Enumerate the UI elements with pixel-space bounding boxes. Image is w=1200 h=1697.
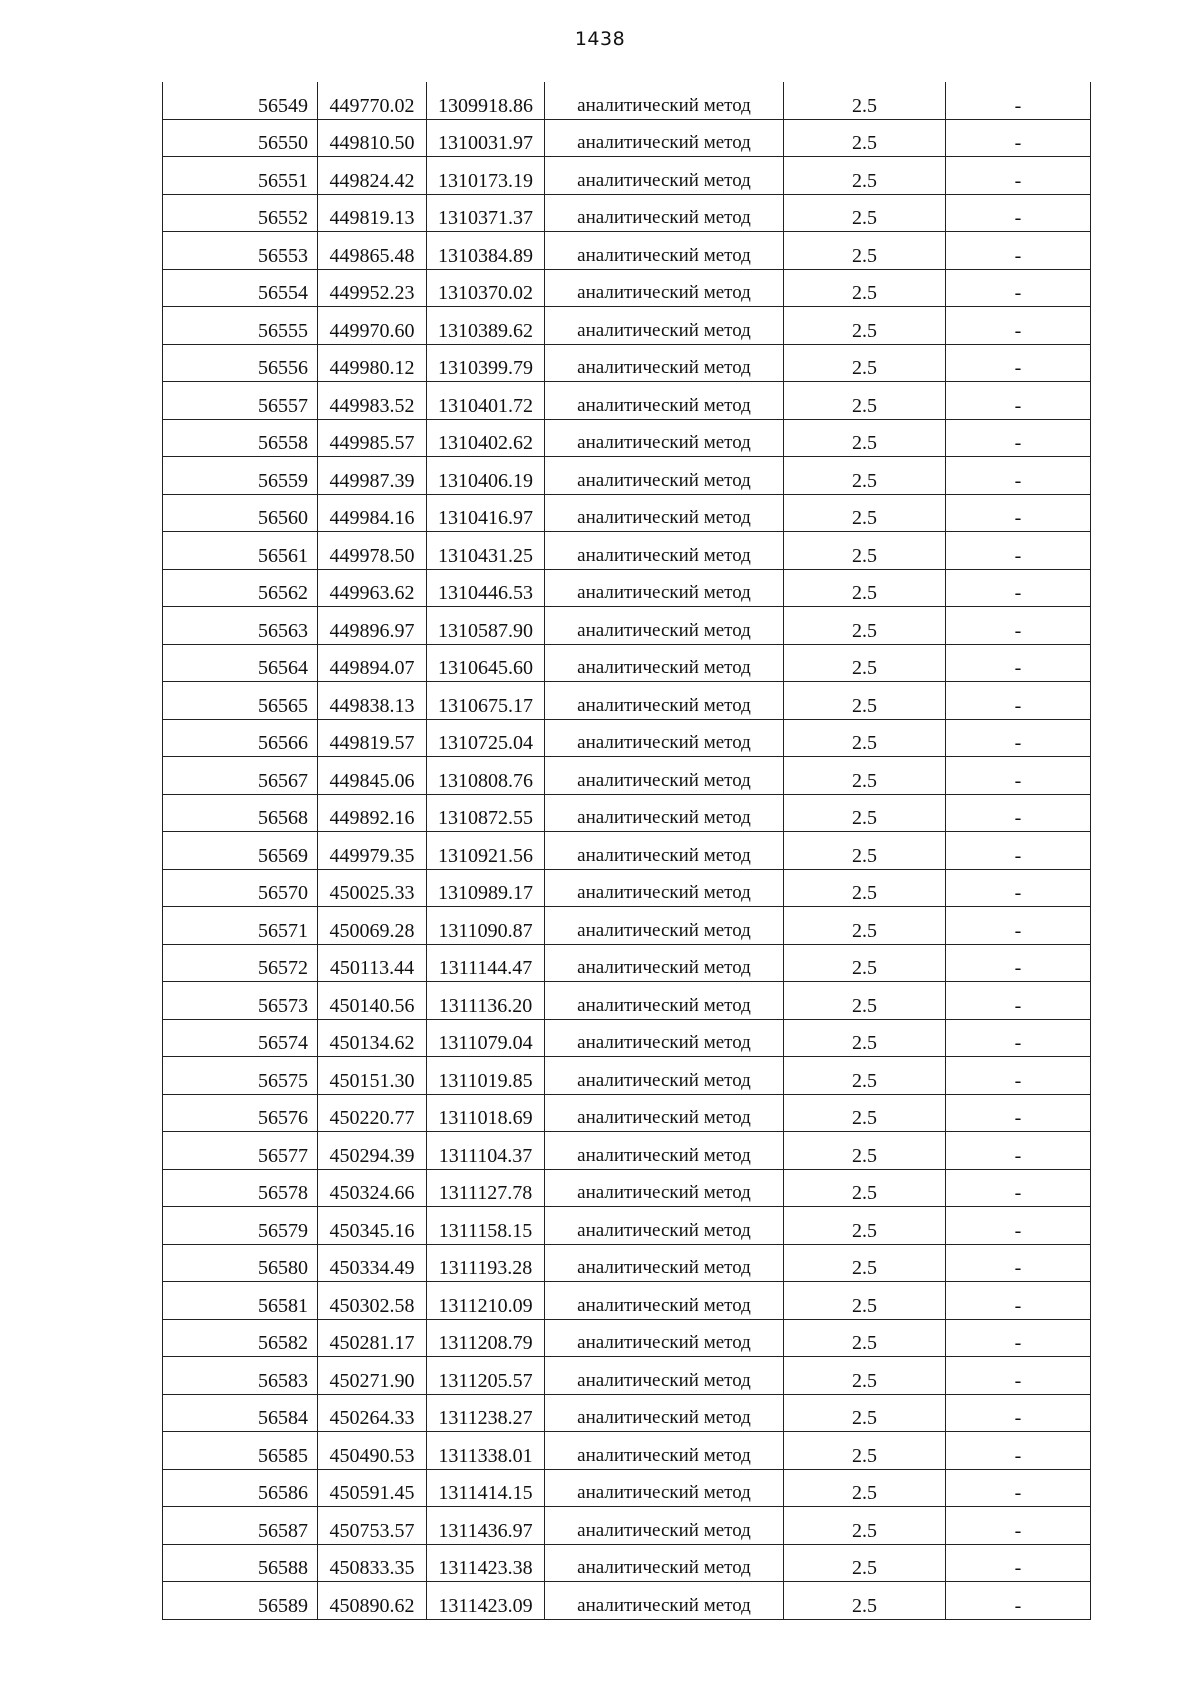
table-row (163, 232, 1091, 270)
accuracy-cell: 2.5 (784, 982, 946, 1020)
x-coordinate-cell: 449824.42 (318, 157, 427, 195)
note-cell: - (946, 982, 1091, 1020)
accuracy-cell: 2.5 (784, 457, 946, 495)
y-coordinate-cell: 1310587.90 (427, 607, 545, 645)
accuracy-cell: 2.5 (784, 1244, 946, 1282)
y-coordinate-cell: 1311208.79 (427, 1319, 545, 1357)
table-row (163, 532, 1091, 570)
table-row (163, 757, 1091, 795)
x-coordinate-cell: 450220.77 (318, 1094, 427, 1132)
accuracy-cell: 2.5 (784, 569, 946, 607)
point-number-cell: 56567 (163, 757, 318, 795)
table-row (163, 1357, 1091, 1395)
table-row (163, 1057, 1091, 1095)
table-row (163, 307, 1091, 345)
note-cell: - (946, 232, 1091, 270)
method-cell: аналитический метод (545, 269, 784, 307)
note-cell: - (946, 157, 1091, 195)
note-cell: - (946, 1357, 1091, 1395)
table-row (163, 119, 1091, 157)
note-cell: - (946, 869, 1091, 907)
table-row (163, 419, 1091, 457)
table-row (163, 1319, 1091, 1357)
x-coordinate-cell: 449770.02 (318, 82, 427, 119)
note-cell: - (946, 194, 1091, 232)
method-cell: аналитический метод (545, 719, 784, 757)
note-cell: - (946, 1057, 1091, 1095)
accuracy-cell: 2.5 (784, 194, 946, 232)
point-number-cell: 56587 (163, 1507, 318, 1545)
point-number-cell: 56586 (163, 1469, 318, 1507)
method-cell: аналитический метод (545, 1432, 784, 1470)
x-coordinate-cell: 449892.16 (318, 794, 427, 832)
method-cell: аналитический метод (545, 682, 784, 720)
y-coordinate-cell: 1310808.76 (427, 757, 545, 795)
point-number-cell: 56570 (163, 869, 318, 907)
x-coordinate-cell: 450890.62 (318, 1582, 427, 1620)
y-coordinate-cell: 1311414.15 (427, 1469, 545, 1507)
note-cell: - (946, 907, 1091, 945)
x-coordinate-cell: 449970.60 (318, 307, 427, 345)
point-number-cell: 56568 (163, 794, 318, 832)
note-cell: - (946, 494, 1091, 532)
point-number-cell: 56555 (163, 307, 318, 345)
x-coordinate-cell: 449819.57 (318, 719, 427, 757)
method-cell: аналитический метод (545, 1469, 784, 1507)
note-cell: - (946, 119, 1091, 157)
table-row (163, 457, 1091, 495)
table-row (163, 682, 1091, 720)
table-row (163, 1394, 1091, 1432)
table-row (163, 944, 1091, 982)
point-number-cell: 56573 (163, 982, 318, 1020)
point-number-cell: 56560 (163, 494, 318, 532)
method-cell: аналитический метод (545, 569, 784, 607)
y-coordinate-cell: 1311423.09 (427, 1582, 545, 1620)
method-cell: аналитический метод (545, 1169, 784, 1207)
method-cell: аналитический метод (545, 794, 784, 832)
method-cell: аналитический метод (545, 869, 784, 907)
accuracy-cell: 2.5 (784, 719, 946, 757)
method-cell: аналитический метод (545, 232, 784, 270)
note-cell: - (946, 1282, 1091, 1320)
y-coordinate-cell: 1311210.09 (427, 1282, 545, 1320)
point-number-cell: 56588 (163, 1544, 318, 1582)
method-cell: аналитический метод (545, 757, 784, 795)
x-coordinate-cell: 450113.44 (318, 944, 427, 982)
point-number-cell: 56565 (163, 682, 318, 720)
point-number-cell: 56552 (163, 194, 318, 232)
table-row (163, 607, 1091, 645)
y-coordinate-cell: 1311079.04 (427, 1019, 545, 1057)
point-number-cell: 56566 (163, 719, 318, 757)
note-cell: - (946, 307, 1091, 345)
method-cell: аналитический метод (545, 307, 784, 345)
note-cell: - (946, 532, 1091, 570)
point-number-cell: 56563 (163, 607, 318, 645)
point-number-cell: 56557 (163, 382, 318, 420)
accuracy-cell: 2.5 (784, 382, 946, 420)
note-cell: - (946, 82, 1091, 119)
table-row (163, 569, 1091, 607)
table-row (163, 794, 1091, 832)
method-cell: аналитический метод (545, 1394, 784, 1432)
point-number-cell: 56561 (163, 532, 318, 570)
accuracy-cell: 2.5 (784, 907, 946, 945)
note-cell: - (946, 382, 1091, 420)
note-cell: - (946, 832, 1091, 870)
x-coordinate-cell: 449984.16 (318, 494, 427, 532)
y-coordinate-cell: 1311193.28 (427, 1244, 545, 1282)
page-number: 1438 (574, 28, 626, 50)
method-cell: аналитический метод (545, 1507, 784, 1545)
accuracy-cell: 2.5 (784, 1282, 946, 1320)
note-cell: - (946, 719, 1091, 757)
note-cell: - (946, 344, 1091, 382)
x-coordinate-cell: 450490.53 (318, 1432, 427, 1470)
note-cell: - (946, 682, 1091, 720)
y-coordinate-cell: 1310446.53 (427, 569, 545, 607)
accuracy-cell: 2.5 (784, 1432, 946, 1470)
x-coordinate-cell: 449963.62 (318, 569, 427, 607)
x-coordinate-cell: 449978.50 (318, 532, 427, 570)
note-cell: - (946, 1507, 1091, 1545)
note-cell: - (946, 1469, 1091, 1507)
point-number-cell: 56562 (163, 569, 318, 607)
y-coordinate-cell: 1311136.20 (427, 982, 545, 1020)
accuracy-cell: 2.5 (784, 1394, 946, 1432)
table-row (163, 494, 1091, 532)
y-coordinate-cell: 1311238.27 (427, 1394, 545, 1432)
table-row (163, 1132, 1091, 1170)
x-coordinate-cell: 450271.90 (318, 1357, 427, 1395)
accuracy-cell: 2.5 (784, 232, 946, 270)
accuracy-cell: 2.5 (784, 344, 946, 382)
accuracy-cell: 2.5 (784, 494, 946, 532)
point-number-cell: 56554 (163, 269, 318, 307)
x-coordinate-cell: 450334.49 (318, 1244, 427, 1282)
table-row (163, 1432, 1091, 1470)
x-coordinate-cell: 450281.17 (318, 1319, 427, 1357)
note-cell: - (946, 1244, 1091, 1282)
table-row (163, 644, 1091, 682)
accuracy-cell: 2.5 (784, 1319, 946, 1357)
point-number-cell: 56556 (163, 344, 318, 382)
table-body (163, 82, 1091, 1619)
accuracy-cell: 2.5 (784, 269, 946, 307)
point-number-cell: 56581 (163, 1282, 318, 1320)
coordinates-table (162, 82, 1091, 1620)
method-cell: аналитический метод (545, 644, 784, 682)
point-number-cell: 56585 (163, 1432, 318, 1470)
method-cell: аналитический метод (545, 457, 784, 495)
table-row (163, 82, 1091, 119)
x-coordinate-cell: 449845.06 (318, 757, 427, 795)
method-cell: аналитический метод (545, 1207, 784, 1245)
x-coordinate-cell: 450833.35 (318, 1544, 427, 1582)
accuracy-cell: 2.5 (784, 1019, 946, 1057)
point-number-cell: 56549 (163, 82, 318, 119)
accuracy-cell: 2.5 (784, 1207, 946, 1245)
point-number-cell: 56572 (163, 944, 318, 982)
accuracy-cell: 2.5 (784, 307, 946, 345)
accuracy-cell: 2.5 (784, 1469, 946, 1507)
table-row (163, 344, 1091, 382)
table-row (163, 157, 1091, 195)
accuracy-cell: 2.5 (784, 1132, 946, 1170)
x-coordinate-cell: 450140.56 (318, 982, 427, 1020)
table-row (163, 1469, 1091, 1507)
method-cell: аналитический метод (545, 82, 784, 119)
method-cell: аналитический метод (545, 1582, 784, 1620)
method-cell: аналитический метод (545, 907, 784, 945)
method-cell: аналитический метод (545, 1282, 784, 1320)
y-coordinate-cell: 1310370.02 (427, 269, 545, 307)
method-cell: аналитический метод (545, 344, 784, 382)
point-number-cell: 56580 (163, 1244, 318, 1282)
y-coordinate-cell: 1310725.04 (427, 719, 545, 757)
x-coordinate-cell: 450134.62 (318, 1019, 427, 1057)
point-number-cell: 56558 (163, 419, 318, 457)
y-coordinate-cell: 1311338.01 (427, 1432, 545, 1470)
method-cell: аналитический метод (545, 1319, 784, 1357)
y-coordinate-cell: 1311090.87 (427, 907, 545, 945)
point-number-cell: 56579 (163, 1207, 318, 1245)
x-coordinate-cell: 450324.66 (318, 1169, 427, 1207)
note-cell: - (946, 1132, 1091, 1170)
method-cell: аналитический метод (545, 1094, 784, 1132)
x-coordinate-cell: 450151.30 (318, 1057, 427, 1095)
method-cell: аналитический метод (545, 194, 784, 232)
accuracy-cell: 2.5 (784, 157, 946, 195)
table-row (163, 719, 1091, 757)
point-number-cell: 56571 (163, 907, 318, 945)
x-coordinate-cell: 450345.16 (318, 1207, 427, 1245)
note-cell: - (946, 269, 1091, 307)
x-coordinate-cell: 450591.45 (318, 1469, 427, 1507)
table-row (163, 1507, 1091, 1545)
accuracy-cell: 2.5 (784, 682, 946, 720)
x-coordinate-cell: 449985.57 (318, 419, 427, 457)
accuracy-cell: 2.5 (784, 1544, 946, 1582)
y-coordinate-cell: 1310173.19 (427, 157, 545, 195)
x-coordinate-cell: 450025.33 (318, 869, 427, 907)
method-cell: аналитический метод (545, 119, 784, 157)
accuracy-cell: 2.5 (784, 532, 946, 570)
point-number-cell: 56550 (163, 119, 318, 157)
point-number-cell: 56553 (163, 232, 318, 270)
method-cell: аналитический метод (545, 532, 784, 570)
method-cell: аналитический метод (545, 982, 784, 1020)
method-cell: аналитический метод (545, 1132, 784, 1170)
table-row (163, 269, 1091, 307)
y-coordinate-cell: 1310416.97 (427, 494, 545, 532)
accuracy-cell: 2.5 (784, 757, 946, 795)
table-row (163, 907, 1091, 945)
y-coordinate-cell: 1311205.57 (427, 1357, 545, 1395)
table-row (163, 382, 1091, 420)
accuracy-cell: 2.5 (784, 1057, 946, 1095)
accuracy-cell: 2.5 (784, 1582, 946, 1620)
table-row (163, 1582, 1091, 1620)
x-coordinate-cell: 450294.39 (318, 1132, 427, 1170)
y-coordinate-cell: 1310399.79 (427, 344, 545, 382)
point-number-cell: 56551 (163, 157, 318, 195)
y-coordinate-cell: 1310921.56 (427, 832, 545, 870)
note-cell: - (946, 1019, 1091, 1057)
table-row (163, 869, 1091, 907)
x-coordinate-cell: 449819.13 (318, 194, 427, 232)
note-cell: - (946, 607, 1091, 645)
y-coordinate-cell: 1311423.38 (427, 1544, 545, 1582)
note-cell: - (946, 457, 1091, 495)
table-row (163, 832, 1091, 870)
method-cell: аналитический метод (545, 157, 784, 195)
note-cell: - (946, 1544, 1091, 1582)
point-number-cell: 56569 (163, 832, 318, 870)
y-coordinate-cell: 1310675.17 (427, 682, 545, 720)
x-coordinate-cell: 449896.97 (318, 607, 427, 645)
x-coordinate-cell: 449987.39 (318, 457, 427, 495)
point-number-cell: 56577 (163, 1132, 318, 1170)
x-coordinate-cell: 450264.33 (318, 1394, 427, 1432)
y-coordinate-cell: 1310431.25 (427, 532, 545, 570)
table-row (163, 982, 1091, 1020)
note-cell: - (946, 757, 1091, 795)
table-row (163, 1244, 1091, 1282)
y-coordinate-cell: 1310872.55 (427, 794, 545, 832)
note-cell: - (946, 1394, 1091, 1432)
y-coordinate-cell: 1311144.47 (427, 944, 545, 982)
accuracy-cell: 2.5 (784, 832, 946, 870)
method-cell: аналитический метод (545, 1544, 784, 1582)
note-cell: - (946, 1169, 1091, 1207)
point-number-cell: 56589 (163, 1582, 318, 1620)
method-cell: аналитический метод (545, 832, 784, 870)
y-coordinate-cell: 1311158.15 (427, 1207, 545, 1245)
accuracy-cell: 2.5 (784, 119, 946, 157)
point-number-cell: 56576 (163, 1094, 318, 1132)
method-cell: аналитический метод (545, 1244, 784, 1282)
accuracy-cell: 2.5 (784, 1507, 946, 1545)
x-coordinate-cell: 449952.23 (318, 269, 427, 307)
point-number-cell: 56564 (163, 644, 318, 682)
y-coordinate-cell: 1310384.89 (427, 232, 545, 270)
x-coordinate-cell: 449983.52 (318, 382, 427, 420)
y-coordinate-cell: 1310645.60 (427, 644, 545, 682)
method-cell: аналитический метод (545, 1357, 784, 1395)
accuracy-cell: 2.5 (784, 944, 946, 982)
x-coordinate-cell: 449980.12 (318, 344, 427, 382)
point-number-cell: 56575 (163, 1057, 318, 1095)
method-cell: аналитический метод (545, 944, 784, 982)
accuracy-cell: 2.5 (784, 869, 946, 907)
y-coordinate-cell: 1310371.37 (427, 194, 545, 232)
point-number-cell: 56574 (163, 1019, 318, 1057)
x-coordinate-cell: 450753.57 (318, 1507, 427, 1545)
method-cell: аналитический метод (545, 1057, 784, 1095)
note-cell: - (946, 1094, 1091, 1132)
y-coordinate-cell: 1311436.97 (427, 1507, 545, 1545)
x-coordinate-cell: 449979.35 (318, 832, 427, 870)
method-cell: аналитический метод (545, 494, 784, 532)
method-cell: аналитический метод (545, 419, 784, 457)
note-cell: - (946, 644, 1091, 682)
accuracy-cell: 2.5 (784, 1357, 946, 1395)
y-coordinate-cell: 1311019.85 (427, 1057, 545, 1095)
point-number-cell: 56583 (163, 1357, 318, 1395)
accuracy-cell: 2.5 (784, 1169, 946, 1207)
table-row (163, 1282, 1091, 1320)
accuracy-cell: 2.5 (784, 419, 946, 457)
note-cell: - (946, 1207, 1091, 1245)
table-row (163, 1207, 1091, 1245)
y-coordinate-cell: 1309918.86 (427, 82, 545, 119)
x-coordinate-cell: 450069.28 (318, 907, 427, 945)
point-number-cell: 56559 (163, 457, 318, 495)
note-cell: - (946, 1319, 1091, 1357)
table-row (163, 194, 1091, 232)
note-cell: - (946, 1432, 1091, 1470)
table-row (163, 1544, 1091, 1582)
x-coordinate-cell: 449865.48 (318, 232, 427, 270)
y-coordinate-cell: 1310389.62 (427, 307, 545, 345)
note-cell: - (946, 569, 1091, 607)
accuracy-cell: 2.5 (784, 644, 946, 682)
y-coordinate-cell: 1310989.17 (427, 869, 545, 907)
method-cell: аналитический метод (545, 607, 784, 645)
y-coordinate-cell: 1310031.97 (427, 119, 545, 157)
y-coordinate-cell: 1311018.69 (427, 1094, 545, 1132)
y-coordinate-cell: 1310406.19 (427, 457, 545, 495)
table-row (163, 1169, 1091, 1207)
note-cell: - (946, 1582, 1091, 1620)
x-coordinate-cell: 449810.50 (318, 119, 427, 157)
note-cell: - (946, 419, 1091, 457)
x-coordinate-cell: 449894.07 (318, 644, 427, 682)
point-number-cell: 56582 (163, 1319, 318, 1357)
y-coordinate-cell: 1311127.78 (427, 1169, 545, 1207)
accuracy-cell: 2.5 (784, 1094, 946, 1132)
method-cell: аналитический метод (545, 1019, 784, 1057)
table-row (163, 1094, 1091, 1132)
accuracy-cell: 2.5 (784, 794, 946, 832)
accuracy-cell: 2.5 (784, 607, 946, 645)
y-coordinate-cell: 1310402.62 (427, 419, 545, 457)
table-row (163, 1019, 1091, 1057)
x-coordinate-cell: 449838.13 (318, 682, 427, 720)
note-cell: - (946, 794, 1091, 832)
point-number-cell: 56584 (163, 1394, 318, 1432)
x-coordinate-cell: 450302.58 (318, 1282, 427, 1320)
y-coordinate-cell: 1310401.72 (427, 382, 545, 420)
accuracy-cell: 2.5 (784, 82, 946, 119)
note-cell: - (946, 944, 1091, 982)
method-cell: аналитический метод (545, 382, 784, 420)
point-number-cell: 56578 (163, 1169, 318, 1207)
y-coordinate-cell: 1311104.37 (427, 1132, 545, 1170)
